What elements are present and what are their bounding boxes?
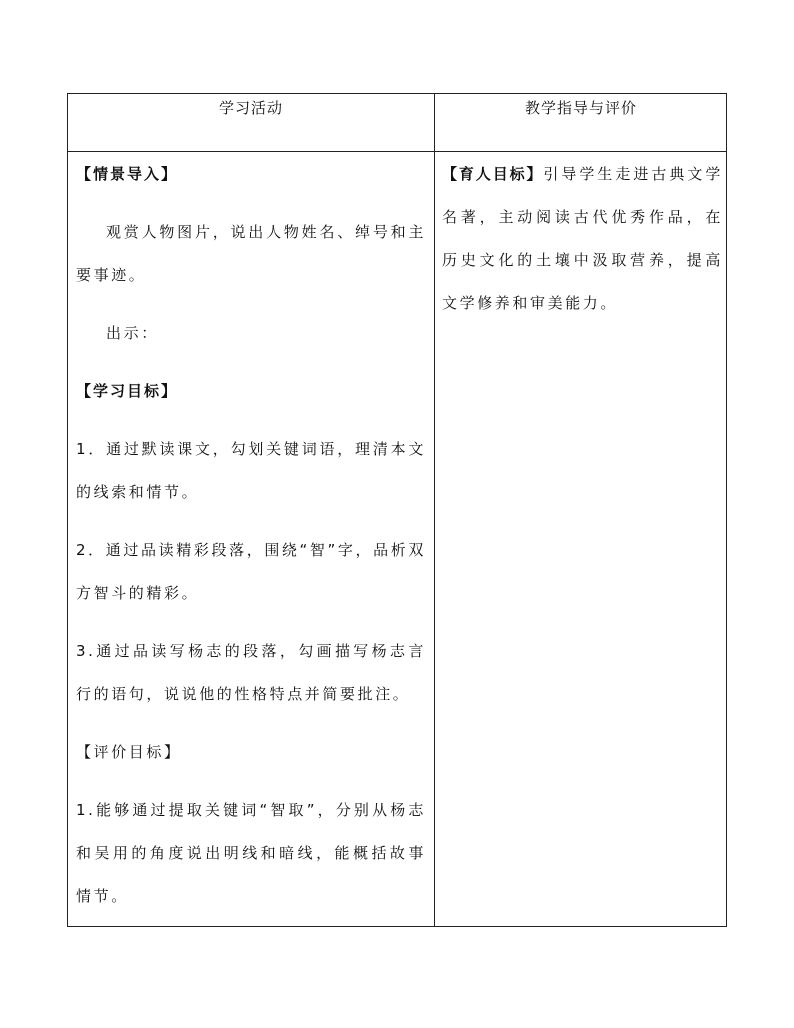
education-goal-paragraph: [442, 153, 723, 325]
learning-goal-3: 3.通过品读写杨志的段落，勾画描写杨志言行的语句，说说他的性格特点并简要批注。: [76, 642, 426, 703]
show-label: 出示：: [106, 324, 159, 342]
learning-activities-cell: [68, 152, 434, 926]
lesson-plan-table: [67, 93, 727, 927]
scene-intro-heading: 【情景导入】: [76, 165, 179, 183]
header-learning-activities: 学习活动: [218, 99, 283, 117]
header-teaching-guidance: 教学指导与评价: [524, 99, 637, 117]
scene-intro-text: 观赏人物图片，说出人物姓名、绰号和主要事迹。: [76, 223, 426, 284]
teaching-guidance-cell: [435, 152, 727, 926]
evaluation-goals-heading: 【评价目标】: [76, 743, 182, 761]
education-goal-label: 【育人目标】: [442, 165, 544, 183]
learning-goals-heading: 【学习目标】: [76, 382, 179, 400]
education-goal-text: 引导学生走进古典文学名著，主动阅读古代优秀作品，在历史文化的土壤中汲取营养，提高文学修养和审美能力。: [442, 165, 723, 312]
learning-goal-2: 2．通过品读精彩段落，围绕“智”字，品析双方智斗的精彩。: [76, 541, 426, 602]
evaluation-goal-1: 1.能够通过提取关键词“智取”，分别从杨志和吴用的角度说出明线和暗线，能概括故事情节。: [76, 801, 426, 905]
learning-goal-1: 1．通过默读课文，勾划关键词语，理清本文的线索和情节。: [76, 440, 426, 501]
